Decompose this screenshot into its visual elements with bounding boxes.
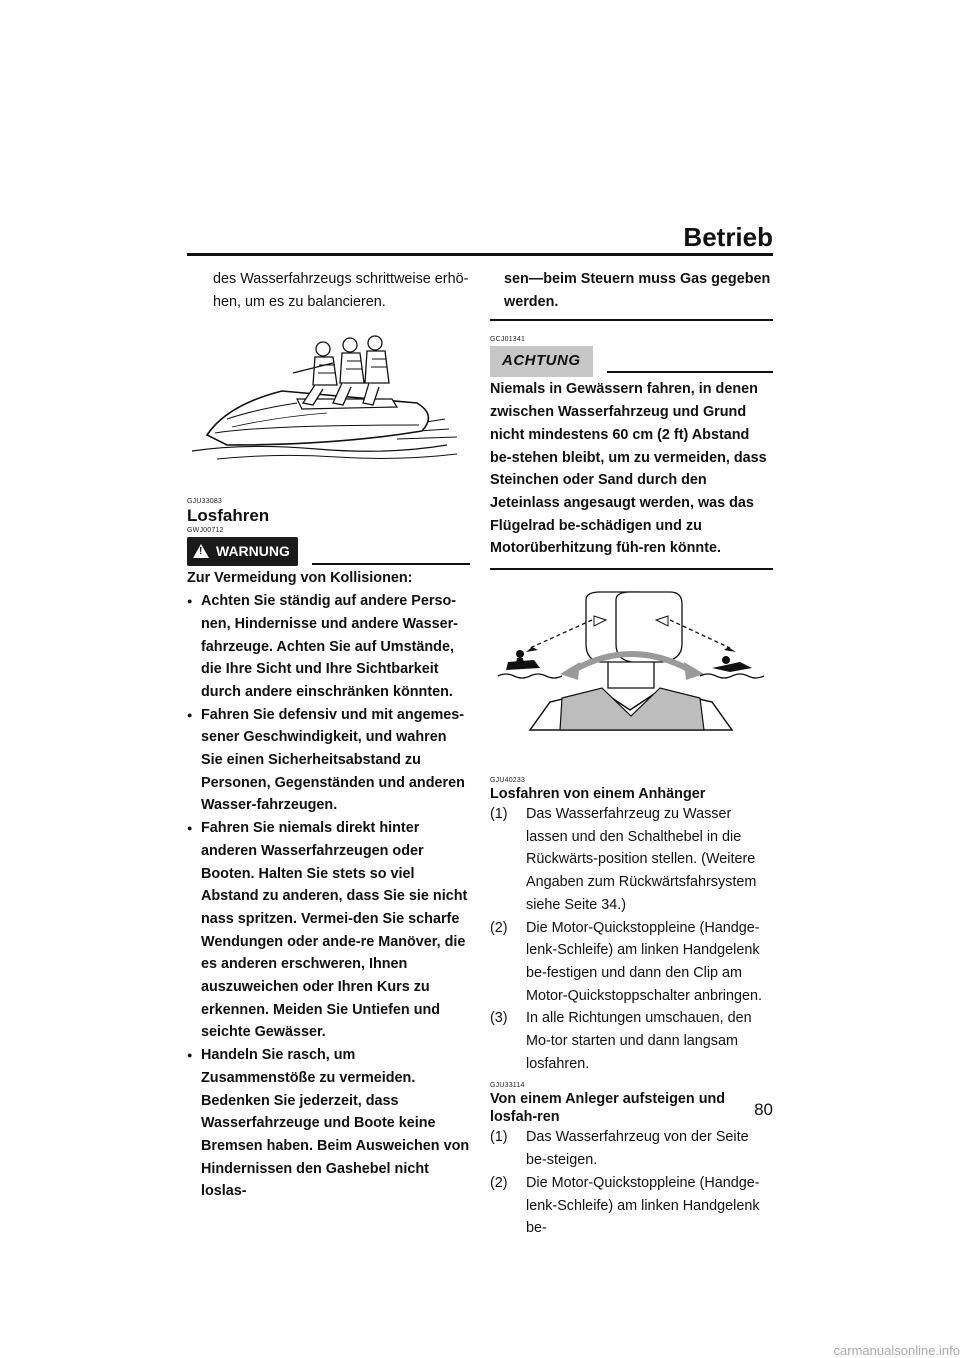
sub1-title: Losfahren von einem Anhänger [490, 786, 706, 803]
section-code: GJU33083 [187, 498, 223, 506]
warning-code: GWJ00712 [187, 527, 224, 535]
step-text: Die Motor-Quickstoppleine (Handge-lenk-Schleife) am linken Handgelenk be- [526, 1174, 760, 1237]
step-number: (2) [490, 919, 508, 936]
step-number: (1) [490, 1129, 508, 1146]
step-text: Das Wasserfahrzeug von der Seite be-steigen. [526, 1129, 749, 1169]
list-item: ● Handeln Sie rasch, um Zusammenstöße zu vermeiden. Bedenken Sie jederzeit, dass Wasserfahrzeuge und Boote keine Bremsen haben. Beim Ausweichen von Hindernissen den Gashebel nicht loslas- [187, 1044, 470, 1203]
list-item [490, 1172, 773, 1240]
step-text: In alle Richtungen umschauen, den Mo-tor starten und dann langsam losfahren. [526, 1010, 752, 1072]
warning-lead: Zur Vermeidung von Kollisionen: [187, 570, 413, 587]
list-item [490, 1007, 773, 1075]
caution-rule [607, 371, 774, 373]
caution-text: Niemals in Gewässern fahren, in denen zwischen Wasserfahrzeug und Grund nicht mindestens 60 cm (2 ft) Abstand be-stehen bleibt, um zu vermeiden, dass Steinchen oder Sand durch den Jeteinlass angesaugt werden, was das Flügelrad be-schädigen und zu Motorüberhitzung füh-ren könnte. [490, 381, 767, 557]
intro-text: des Wasserfahrzeugs schrittweise erhö-hen, um es zu balancieren. [213, 271, 469, 310]
list-item: ● Fahren Sie defensiv und mit angemes-sener Geschwindigkeit, und wahren Sie einen Sicherheitsabstand zu Personen, Gegenständen und anderen Wasser-fahrzeugen. [187, 704, 470, 818]
section-title: Losfahren [187, 506, 270, 526]
sub2-steps [490, 1126, 773, 1240]
caution-code: GCJ01341 [490, 336, 526, 344]
warning-header [187, 535, 470, 567]
step-text: Die Motor-Quickstoppleine (Handge-lenk-Schleife) am linken Handgelenk be-festigen und dann den Clip am Motor-Quickstoppschalter anbringen. [526, 919, 762, 1004]
step-number: (3) [490, 1010, 508, 1027]
jetski-illustration [187, 333, 470, 473]
right-column [490, 268, 773, 1240]
sub2-code: GJU33114 [490, 1082, 525, 1090]
warning-rule [312, 563, 470, 565]
list-item [490, 1126, 773, 1171]
warning-badge [187, 537, 298, 566]
list-item: ● Achten Sie ständig auf andere Perso-nen, Hindernisse und andere Wasser-fahrzeuge. Achten Sie auf Umstände, die Ihre Sicht und Ihre Sichtbarkeit durch andere einschränken könnten. [187, 590, 470, 704]
step-number: (2) [490, 1174, 508, 1191]
page-number: 80 [754, 1100, 773, 1119]
step-text: Das Wasserfahrzeug zu Wasser lassen und den Schalthebel in die Rückwärts-position stellen. (Weitere Angaben zum Rückwärtsfahrsystem siehe Seite 34.) [526, 806, 757, 913]
warning-label: WARNUNG [216, 543, 290, 560]
page-title: Betrieb [683, 222, 773, 252]
sub1-steps [490, 803, 773, 1075]
list-item: ● Fahren Sie niemals direkt hinter anderen Wasserfahrzeugen oder Booten. Halten Sie stets so viel Abstand zu anderen, dass Sie sie nicht nass spritzen. Vermei-den Sie scharfe Wendungen oder ande-re Manöver, die es anderen erschweren, Ihnen auszuweichen oder Ihren Kurs zu erkennen. Meiden Sie Untiefen und seichte Gewässer. [187, 817, 470, 1044]
list-item [490, 803, 773, 917]
caution-header [490, 344, 773, 378]
caution-badge: ACHTUNG [490, 346, 593, 377]
caution-end-rule [490, 568, 773, 570]
footer-watermark: carmanualsonline.info [833, 1343, 960, 1358]
sub1-code: GJU40233 [490, 777, 526, 785]
warning-continuation: sen—beim Steuern muss Gas gegeben werden. [504, 271, 771, 310]
left-column [187, 268, 470, 1203]
look-around-illustration [490, 590, 773, 740]
step-number: (1) [490, 806, 508, 823]
warning-triangle-icon: ! [193, 544, 209, 558]
list-item [490, 917, 773, 1008]
sub2-title: Von einem Anleger aufsteigen und losfah-ren [490, 1091, 726, 1126]
warning-bullets [187, 590, 470, 1203]
header-rule [187, 253, 773, 256]
